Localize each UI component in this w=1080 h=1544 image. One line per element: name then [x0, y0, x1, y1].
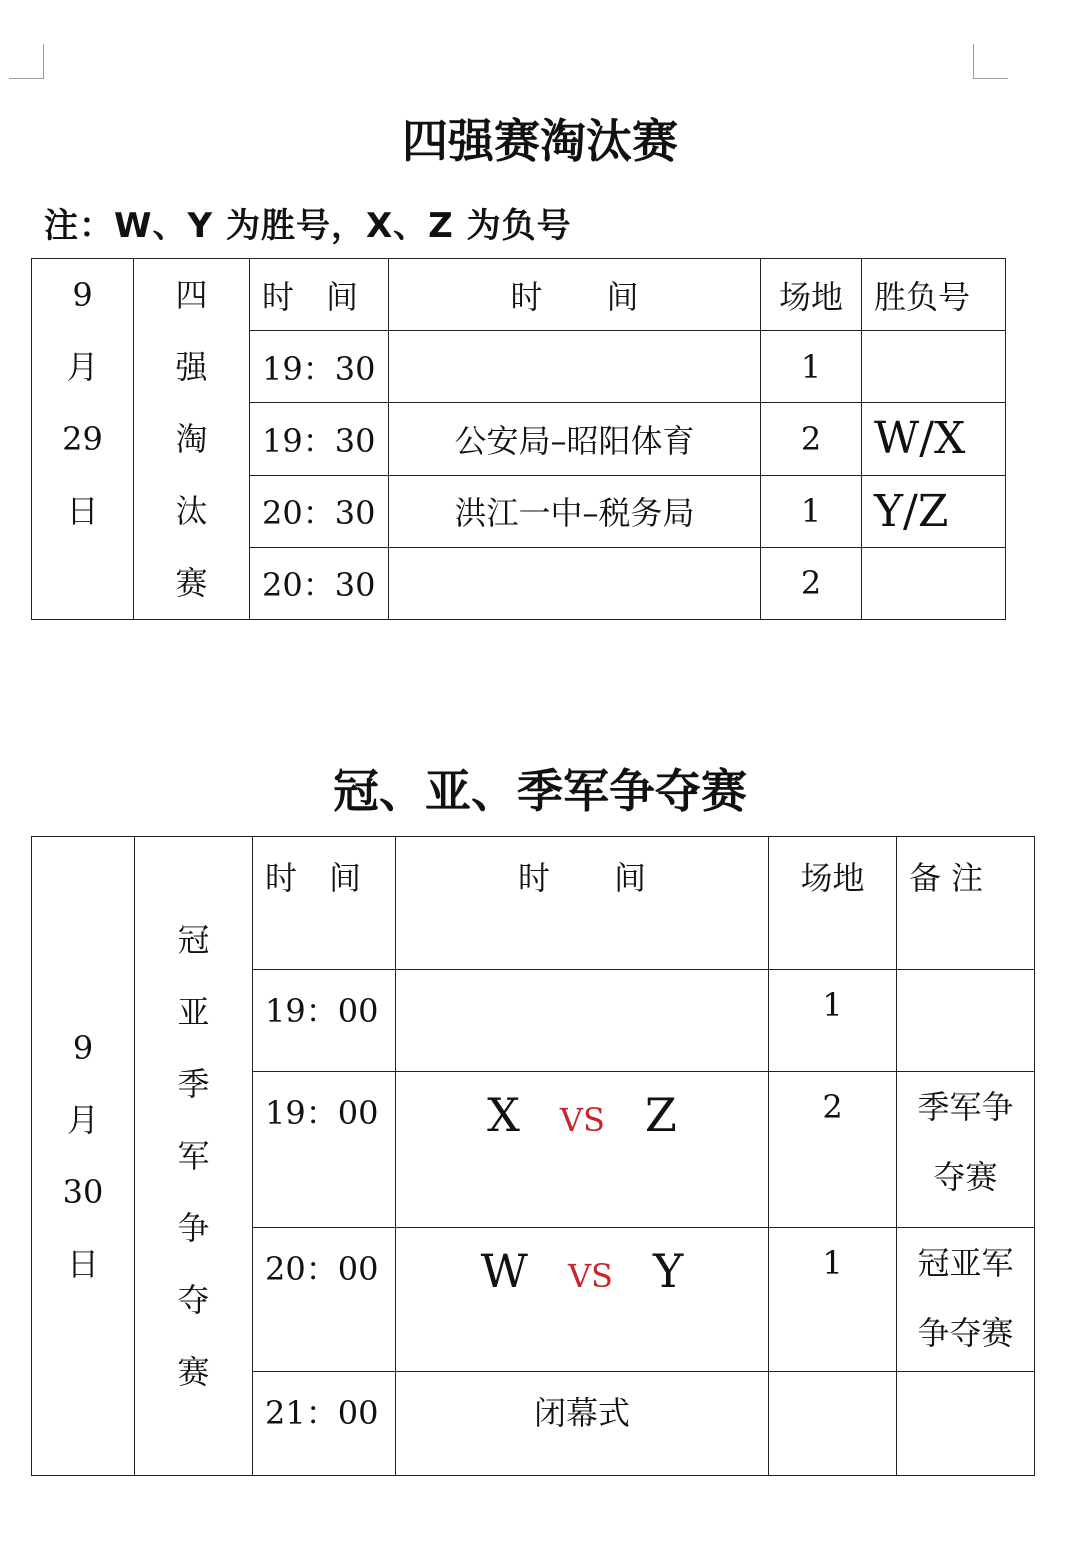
match-cell — [396, 970, 769, 1072]
code-cell: Y/Z — [862, 475, 1006, 547]
remark-cell: 冠亚军 争夺赛 — [897, 1228, 1035, 1372]
stage-cell: 四 强 淘 汰 赛 — [134, 259, 250, 620]
vs-label: VS — [567, 1257, 613, 1295]
finals-table — [31, 836, 1035, 1476]
code-cell — [862, 547, 1006, 619]
header-time: 时 间 — [253, 837, 396, 970]
header-code: 胜负号 — [862, 259, 1006, 331]
time-cell: 19：30 — [250, 331, 389, 403]
time-cell: 19：00 — [253, 970, 396, 1072]
remark-cell: 季军争 夺赛 — [897, 1072, 1035, 1228]
semifinal-table — [31, 258, 1006, 620]
remark-cell — [897, 970, 1035, 1072]
header-venue: 场地 — [761, 259, 862, 331]
venue-cell: 1 — [769, 1228, 897, 1372]
semifinal-title: 四强赛淘汰赛 — [402, 114, 678, 168]
match-cell: 闭幕式 — [396, 1372, 769, 1476]
team-left: X — [487, 1088, 520, 1142]
venue-cell: 1 — [761, 331, 862, 403]
date-cell: 9 月 30 日 — [32, 837, 135, 1476]
remark-cell — [897, 1372, 1035, 1476]
header-remark: 备 注 — [897, 837, 1035, 970]
stage-cell: 冠 亚 季 军 争 夺 赛 — [135, 837, 253, 1476]
match-cell: 公安局–昭阳体育 — [389, 403, 761, 475]
date-cell: 9 月 29 日 — [32, 259, 134, 620]
header-match: 时 间 — [396, 837, 769, 970]
time-cell: 20：30 — [250, 547, 389, 619]
venue-cell: 2 — [761, 403, 862, 475]
team-left: W — [480, 1244, 528, 1298]
time-cell: 19：00 — [253, 1072, 396, 1228]
match-cell — [389, 331, 761, 403]
venue-cell: 2 — [761, 547, 862, 619]
venue-cell: 1 — [769, 970, 897, 1072]
header-venue: 场地 — [769, 837, 897, 970]
team-right: Y — [652, 1244, 684, 1298]
time-cell: 19：30 — [250, 403, 389, 475]
match-cell: 洪江一中–税务局 — [389, 475, 761, 547]
finals-title: 冠、亚、季军争夺赛 — [333, 764, 747, 818]
vs-label: VS — [559, 1101, 605, 1139]
venue-cell — [769, 1372, 897, 1476]
match-cell — [389, 547, 761, 619]
team-right: Z — [644, 1088, 677, 1142]
time-cell: 21：00 — [253, 1372, 396, 1476]
time-cell: 20：00 — [253, 1228, 396, 1372]
time-cell: 20：30 — [250, 475, 389, 547]
code-cell — [862, 331, 1006, 403]
legend-note: 注：W、Y 为胜号，X、Z 为负号 — [44, 206, 572, 246]
venue-cell: 1 — [761, 475, 862, 547]
code-cell: W/X — [862, 403, 1006, 475]
page-corner-mark-right — [973, 44, 1008, 79]
header-time: 时 间 — [250, 259, 389, 331]
table-row — [32, 259, 1006, 331]
page-corner-mark-left — [9, 44, 44, 79]
match-cell — [396, 1072, 769, 1228]
header-match: 时 间 — [389, 259, 761, 331]
venue-cell: 2 — [769, 1072, 897, 1228]
table-row — [32, 837, 1035, 970]
match-cell — [396, 1228, 769, 1372]
